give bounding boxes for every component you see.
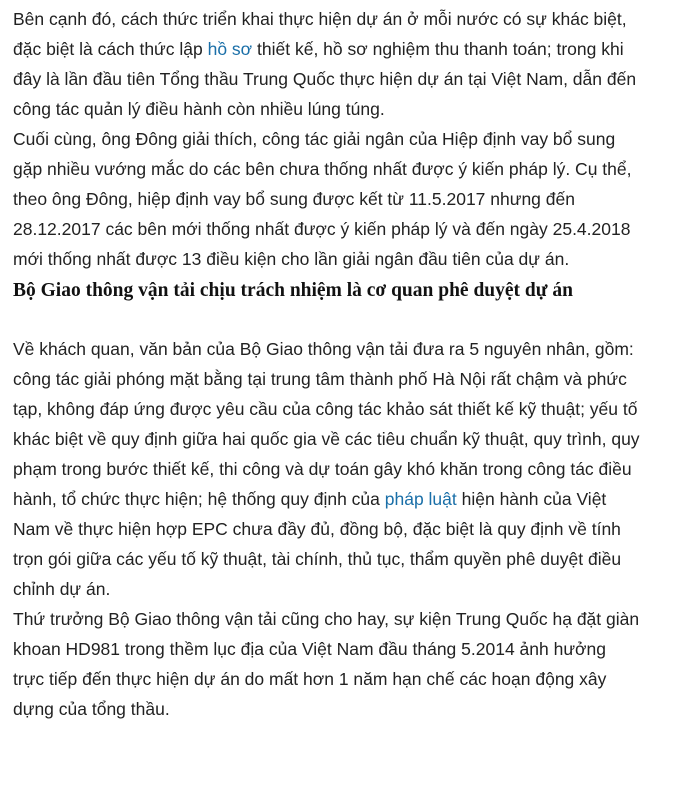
link-phap-luat[interactable]: pháp luật xyxy=(384,489,457,509)
paragraph-hd981-event xyxy=(13,604,669,724)
text-line: khoan HD981 trong thềm lục địa của Việt Nam đầu tháng 5.2014 ảnh hưởng xyxy=(13,639,606,659)
text-line: Nam về thực hiện hợp EPC chưa đầy đủ, đồng bộ, đặc biệt là quy định về tính xyxy=(13,519,621,539)
article-body xyxy=(13,4,669,724)
text-line: tạp, không đáp ứng được yêu cầu của công tác khảo sát thiết kế kỹ thuật; yếu tố xyxy=(13,399,638,419)
text-line: gặp nhiều vướng mắc do các bên chưa thống nhất được ý kiến pháp lý. Cụ thể, xyxy=(13,159,632,179)
text-line: theo ông Đông, hiệp định vay bổ sung được kết từ 11.5.2017 nhưng đến xyxy=(13,189,575,209)
text-line: phạm trong bước thiết kế, thi công và dự toán gây khó khăn trong công tác điều xyxy=(13,459,632,479)
text-segment: hiện hành của Việt xyxy=(456,489,607,509)
paragraph-implementation-differences xyxy=(13,4,669,124)
text-line: công tác giải phóng mặt bằng tại trung tâm thành phố Hà Nội rất chậm và phức xyxy=(13,369,627,389)
text-line: trọn gói giữa các yếu tố kỹ thuật, tài chính, thủ tục, thẩm quyền phê duyệt điều xyxy=(13,549,622,569)
text-line: trực tiếp đến thực hiện dự án do mất hơn 1 năm hạn chế các hoạn động xây xyxy=(13,669,607,689)
paragraph-objective-causes xyxy=(13,334,669,604)
text-line: 28.12.2017 các bên mới thống nhất được ý kiến pháp lý và đến ngày 25.4.2018 xyxy=(13,219,631,239)
paragraph-disbursement xyxy=(13,124,669,274)
text-line: khác biệt về quy định giữa hai quốc gia về các tiêu chuẩn kỹ thuật, quy trình, quy xyxy=(13,429,640,449)
text-line: công tác quản lý điều hành còn nhiều lúng túng. xyxy=(13,99,385,119)
text-line: Thứ trưởng Bộ Giao thông vận tải cũng cho hay, sự kiện Trung Quốc hạ đặt giàn xyxy=(13,609,640,629)
link-ho-so[interactable]: hồ sơ xyxy=(207,39,253,59)
text-segment: hành, tổ chức thực hiện; hệ thống quy định của xyxy=(13,489,385,509)
text-segment: đặc biệt là cách thức lập xyxy=(13,39,208,59)
text-line xyxy=(13,34,669,64)
text-line: Bên cạnh đó, cách thức triển khai thực hiện dự án ở mỗi nước có sự khác biệt, xyxy=(13,9,627,29)
section-heading: Bộ Giao thông vận tải chịu trách nhiệm là cơ quan phê duyệt dự án xyxy=(13,280,573,301)
text-segment: thiết kế, hồ sơ nghiệm thu thanh toán; trong khi xyxy=(252,39,624,59)
text-line: đây là lần đầu tiên Tổng thầu Trung Quốc thực hiện dự án tại Việt Nam, dẫn đến xyxy=(13,69,637,89)
text-line: dựng của tổng thầu. xyxy=(13,699,170,719)
text-line: mới thống nhất được 13 điều kiện cho lần giải ngân đầu tiên của dự án. xyxy=(13,249,570,269)
text-line: Về khách quan, văn bản của Bộ Giao thông vận tải đưa ra 5 nguyên nhân, gồm: xyxy=(13,339,634,359)
text-line xyxy=(13,484,669,514)
text-line: Cuối cùng, ông Đông giải thích, công tác giải ngân của Hiệp định vay bổ sung xyxy=(13,129,616,149)
text-line: chỉnh dự án. xyxy=(13,579,111,599)
